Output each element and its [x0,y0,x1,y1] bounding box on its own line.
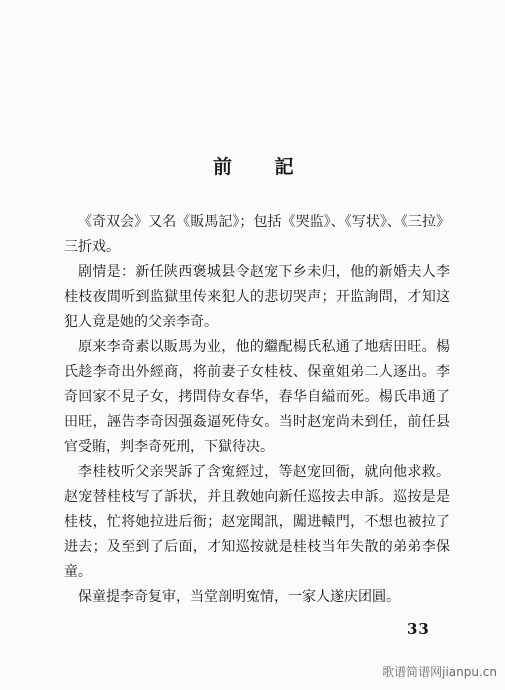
paragraph-appeal: 李桂枝听父亲哭訴了含寃經过，等赵宠回衙，就向他求救。赵宠替桂枝写了訴状，并且敎她向新任巡按去申訴。巡按是是桂枝，忙将她拉进后衙；赵宠聞訊，闖进轅門，不想也被拉了进去；及至到了后面，才知巡按就是桂枝当年失散的弟弟李保童。 [64,464,450,580]
paragraph-plot: 剧情是：新任陕西褒城县令赵宠下乡未归，他的新婚夫人李桂枝夜間听到监獄里传来犯人的悲切哭声；开监詢問，才知这犯人竟是她的父亲李奇。 [64,264,450,330]
watermark: 歌谱简谱网jianpu.cn [382,665,497,679]
page-number: 33 [407,620,430,638]
paragraph-intro: 《奇双会》又名《販馬記》；包括《哭监》、《写状》、《三拉》三折戏。 [64,214,450,255]
paragraph-background: 原来李奇素以販馬为业，他的繼配楊氏私通了地痞田旺。楊氏趁李奇出外經商，将前妻子女桂枝、保童姐弟二人逐出。李奇回家不見子女，拷問侍女春华，春华自縊而死。楊氏串通了田旺，誣告李奇因强姦逼死侍女。当时赵宠尚未到任，前任县官受賄，判李奇死刑，下獄待决。 [64,339,450,455]
page-title: 前 記 [213,156,312,178]
document-body [64,210,450,610]
paragraph-ending: 保童提李奇复审，当堂剖明寃情，一家人遂庆团圓。 [78,589,400,605]
